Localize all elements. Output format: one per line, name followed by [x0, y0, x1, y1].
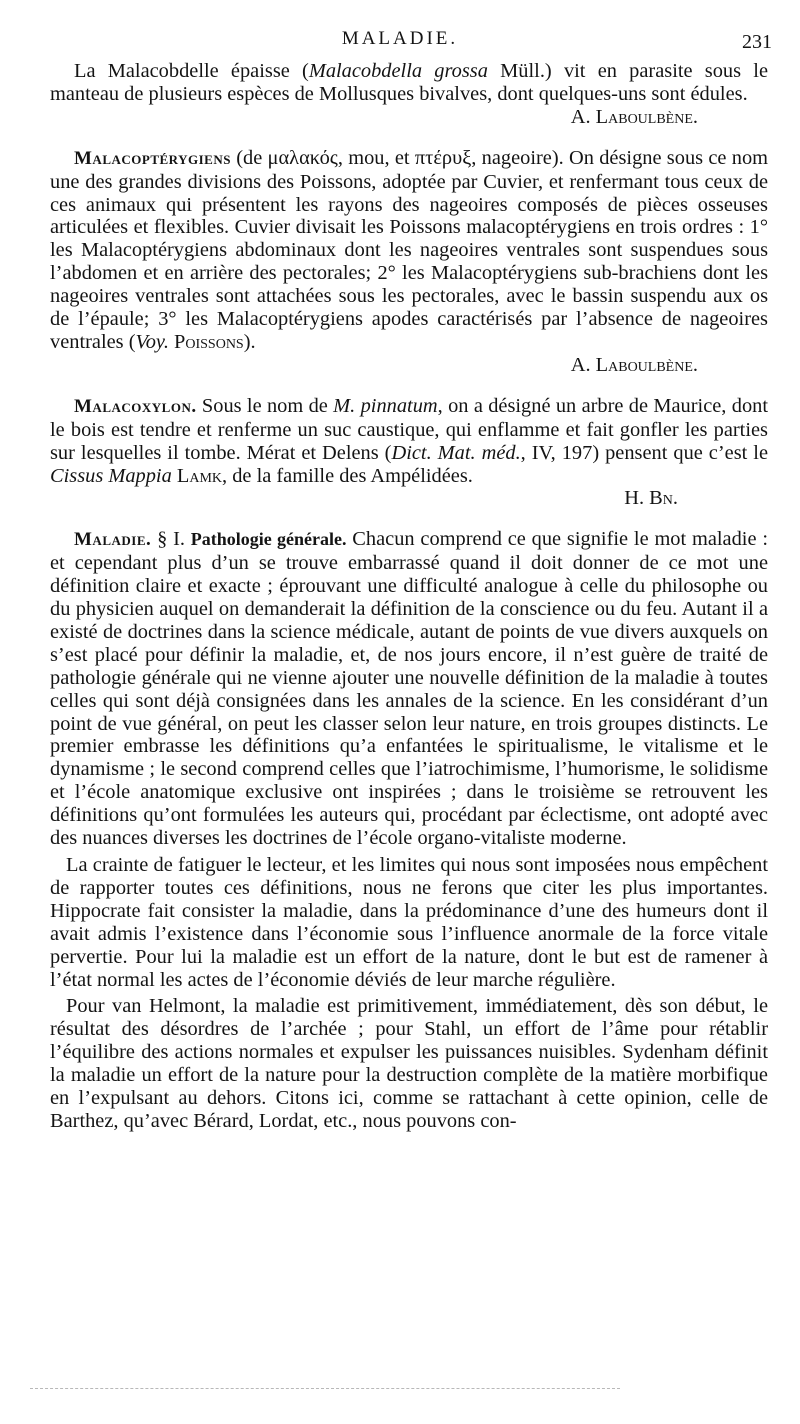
book-title: Dict. Mat. méd.: [391, 441, 521, 464]
entry-malacoxylon: [50, 395, 768, 511]
entry-text: Müll.) vit en parasite sous le manteau de plusieurs espèces de Mollusques bivalves, dont quelques-uns sont édules.: [50, 60, 769, 105]
body-text: [50, 60, 768, 1133]
entry-malacopterygiens: [50, 147, 768, 377]
entry-paragraph: [50, 528, 768, 850]
entry-text: Chacun comprend ce que signifie le mot maladie : et cependant plus d’un se trouve embarrassé quand il doit donner de ce mot une définition claire et exacte ; éprouvant une difficulté analogue à celle du philosophe ou du physicien auquel on demanderait la définition de la conscience ou du feu. Autant il a existé de doctrines dans la science médicale, autant de points de vue divers auxquels on s’est placé pour définir la maladie, et, de nos jours encore, il n’est guère de traité de pathologie générale qui ne vienne ajouter une nouvelle définition de la maladie à toutes celles qui sont déjà consignées dans les annales de la science. En les considérant d’un point de vue général, on peut les classer selon leur nature, en trois groupes distincts. Le premier embrasse les définitions qu’a enfantées le spiritualisme, le vitalisme et le dynamisme ; le second comprend celles que l’iatrochimisme, l’humorisme, le solidisme et l’école anatomique exclusive ont inspirées ; dans le troisième se retrouvent les définitions qu’ont formulées les auteurs qui, procédant par éclectisme, ont adopté avec des nuances diverses les doctrines de l’école organo-vitaliste moderne.: [50, 528, 768, 850]
entry-maladie: [50, 528, 768, 1133]
cross-reference-target: Poissons: [168, 330, 244, 353]
page-bottom-artifact: [30, 1388, 620, 1389]
entry-paragraph: [50, 395, 768, 488]
page-number: 231: [742, 31, 772, 53]
entry-headword: Malacoptérygiens: [74, 147, 231, 169]
entry-text: , IV, 197) pensent que c’est le: [520, 441, 768, 464]
taxon-author: Lamk: [171, 464, 223, 487]
species-name: M. pinnatum: [333, 394, 438, 417]
latin-name: Malacobdella grossa: [308, 60, 488, 82]
entry-text: (de μαλακός, mou, et πτέρυξ, nageoire). On désigne sous ce nom une des grandes divisions des Poissons, adoptée par Cuvier, et renfermant tous ceux de ces animaux qui présentent les rayons des nageoires composés de pièces osseuses articulées et flexibles. Cuvier divisait les Poissons malacoptérygiens en trois ordres : 1° les Malacoptérygiens abdominaux dont les nageoires ventrales sont suspendues sous l’abdomen et en arrière des pectorales; 2° les Malacoptérygiens sub-brachiens dont les nageoires ventrales sont attachées sous les pectorales, avec le bassin suspendu aux os de l’épaule; 3° les Malacoptérygiens apodes caractérisés par l’absence de nageoires ventrales (: [50, 146, 768, 353]
entry-paragraph: [50, 60, 768, 106]
entry-text: Sous le nom de: [196, 394, 334, 417]
entry-paragraph: [50, 147, 768, 354]
entry-text: La Malacobdelle épaisse (: [74, 60, 309, 82]
author-signature: A. Laboulbène.: [570, 353, 698, 376]
running-title: MALADIE.: [341, 28, 459, 49]
author-signature: A. Laboulbène.: [570, 105, 698, 128]
section-mark: § I.: [151, 528, 191, 551]
section-subheading: Pathologie générale.: [190, 529, 347, 550]
entry-headword: Maladie.: [74, 529, 152, 551]
entry-text: ).: [243, 330, 256, 353]
genus-name: Cissus Mappia: [50, 464, 172, 487]
author-signature: H. Bn.: [624, 487, 678, 510]
entry-text: , de la famille des Ampélidées.: [222, 464, 473, 487]
entry-headword: Malacoxylon.: [74, 395, 197, 417]
entry-paragraph: La crainte de fatiguer le lecteur, et les limites qui nous sont imposées nous empêchent de rapporter toutes ces définitions, nous ne ferons que citer les plus importantes. Hippocrate fait consister la maladie, dans la prédominance d’une des humeurs dont il avait admis l’existence dans l’économie sous l’influence anormale de la force vitale pervertie. Pour lui la maladie est un effort de la nature, dont le but est de ramener à l’état normal les actes de l’économie déviés de leur marche régulière.: [50, 854, 768, 991]
cross-reference-italic: Voy.: [135, 330, 169, 353]
entry-text: , on a désigné un arbre de Maurice, dont le bois est tendre et renferme un suc caustique, qui enflamme et fait gonfler les parties sur lesquelles il tombe. Mérat et Delens (: [50, 394, 768, 464]
entry-malacobdella: [50, 60, 768, 129]
entry-paragraph: Pour van Helmont, la maladie est primitivement, immédiatement, dès son début, le résultat des désordres de l’archée ; pour Stahl, un effort de l’âme pour rétablir l’équilibre des actions normales et expulser les puissances nuisibles. Sydenham définit la maladie un effort de la nature pour la destruction complète de la matière morbifique en l’expulsant au dehors. Citons ici, comme se rattachant à cette opinion, celle de Barthez, qu’avec Bérard, Lordat, etc., nous pouvons con-: [50, 995, 768, 1132]
running-head: [0, 28, 800, 54]
